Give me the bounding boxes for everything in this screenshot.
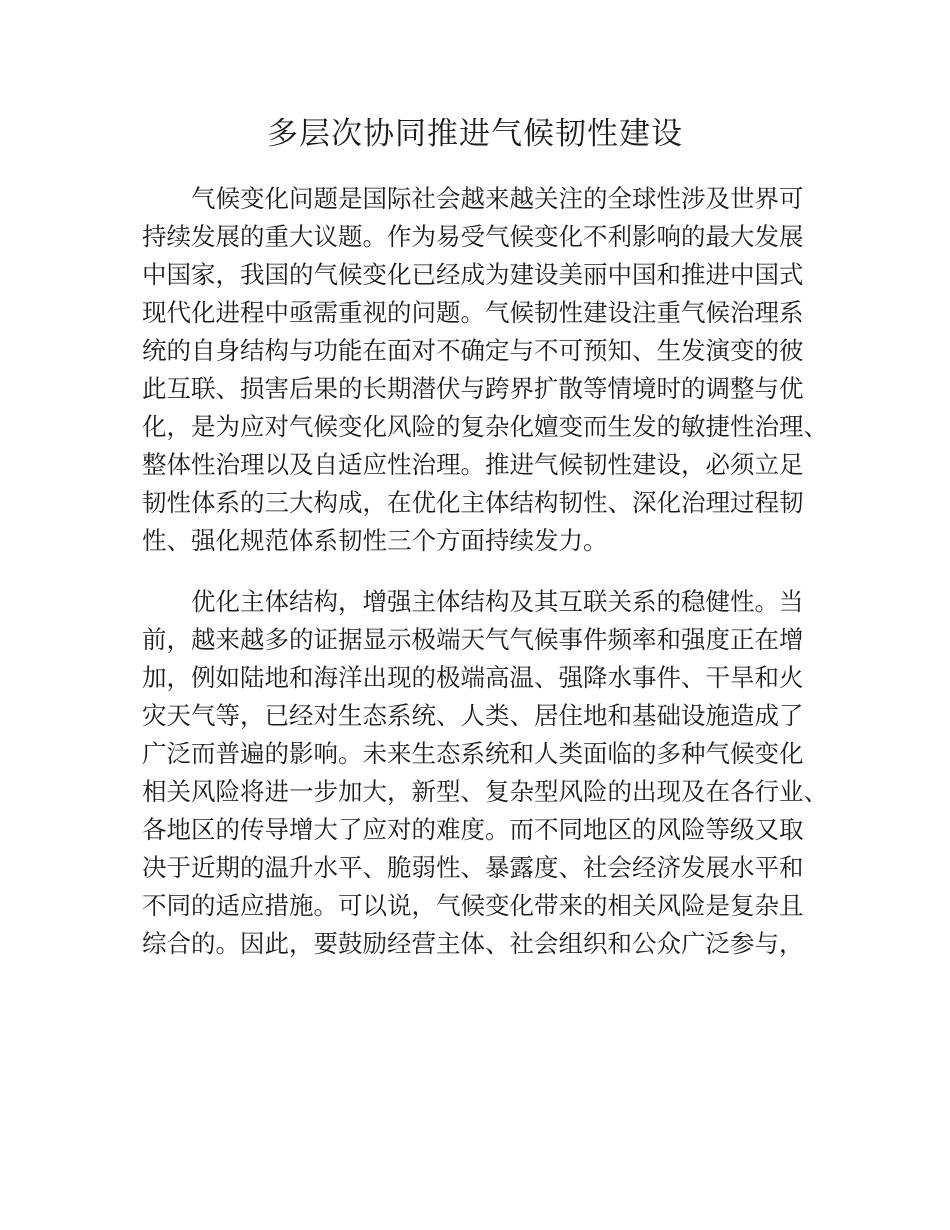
text-line: 综合的。因此，要鼓励经营主体、社会组织和公众广泛参与， — [142, 929, 804, 958]
text-line: 优化主体结构，增强主体结构及其互联关系的稳健性。当 — [191, 587, 804, 616]
text-line: 现代化进程中亟需重视的问题。气候韧性建设注重气候治理系 — [142, 298, 804, 327]
text-line: 气候变化问题是国际社会越来越关注的全球性涉及世界可 — [191, 184, 804, 213]
text-line: 相关风险将进一步加大，新型、复杂型风险的出现及在各行业、 — [142, 777, 828, 806]
text-line: 各地区的传导增大了应对的难度。而不同地区的风险等级又取 — [142, 815, 804, 844]
text-line: 此互联、损害后果的长期潜伏与跨界扩散等情境时的调整与优 — [142, 374, 804, 403]
text-line: 广泛而普遍的影响。未来生态系统和人类面临的多种气候变化 — [142, 739, 804, 768]
text-line: 决于近期的温升水平、脆弱性、暴露度、社会经济发展水平和 — [142, 853, 804, 882]
document-title: 多层次协同推进气候韧性建设 — [267, 116, 683, 152]
text-line: 韧性体系的三大构成，在优化主体结构韧性、深化治理过程韧 — [142, 488, 804, 517]
text-line: 统的自身结构与功能在面对不确定与不可预知、生发演变的彼 — [142, 336, 804, 365]
text-line: 前，越来越多的证据显示极端天气气候事件频率和强度正在增 — [142, 625, 804, 654]
text-line: 性、强化规范体系韧性三个方面持续发力。 — [142, 526, 608, 555]
text-line: 灾天气等，已经对生态系统、人类、居住地和基础设施造成了 — [142, 701, 804, 730]
text-line: 不同的适应措施。可以说，气候变化带来的相关风险是复杂且 — [142, 891, 804, 920]
text-line: 持续发展的重大议题。作为易受气候变化不利影响的最大发展 — [142, 222, 804, 251]
text-line: 整体性治理以及自适应性治理。推进气候韧性建设，必须立足 — [142, 450, 804, 479]
text-line: 加，例如陆地和海洋出现的极端高温、强降水事件、干旱和火 — [142, 663, 804, 692]
text-line: 中国家，我国的气候变化已经成为建设美丽中国和推进中国式 — [142, 260, 804, 289]
text-line: 化，是为应对气候变化风险的复杂化嬗变而生发的敏捷性治理、 — [142, 412, 828, 441]
